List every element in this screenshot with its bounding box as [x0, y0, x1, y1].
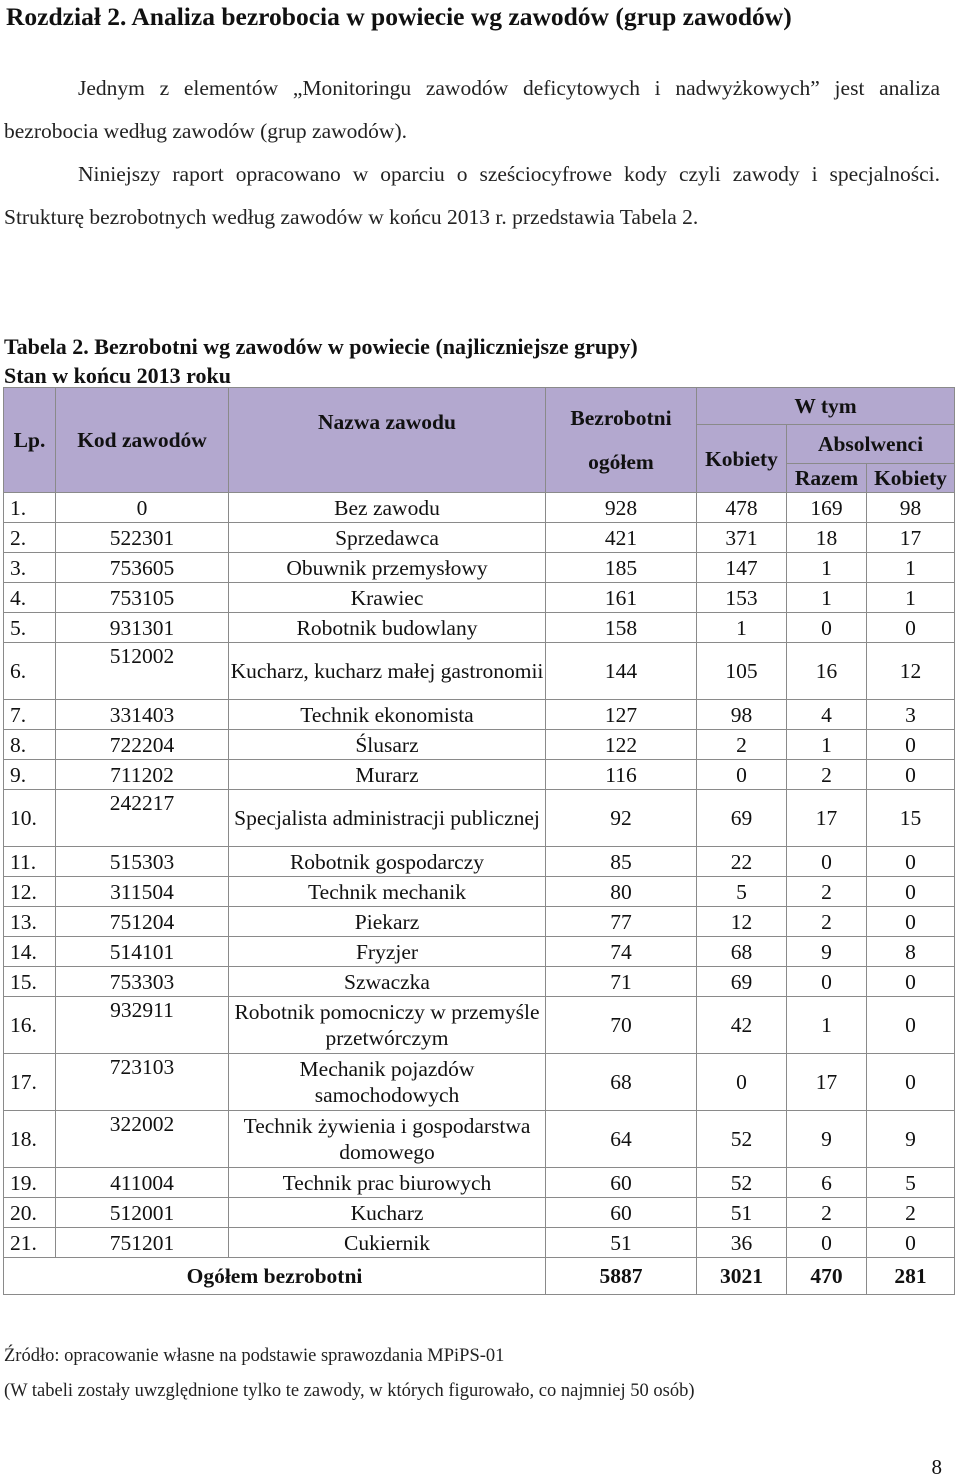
table-footnote: (W tabeli zostały uwzględnione tylko te zawody, w których figurowało, co najmniej 50 osób)	[4, 1381, 695, 1401]
cell-nazwa: Fryzjer	[229, 937, 546, 967]
total-abs-kobiety: 281	[867, 1258, 955, 1295]
total-label: Ogółem bezrobotni	[4, 1258, 546, 1295]
cell-kobiety: 0	[697, 760, 787, 790]
cell-razem: 2	[787, 907, 867, 937]
cell-kobiety: 69	[697, 967, 787, 997]
cell-lp: 10.	[4, 790, 56, 847]
cell-lp: 17.	[4, 1054, 56, 1111]
cell-razem: 0	[787, 847, 867, 877]
total-ogolem: 5887	[546, 1258, 697, 1295]
cell-abs-kobiety: 12	[867, 643, 955, 700]
cell-kod: 753105	[56, 583, 229, 613]
cell-lp: 8.	[4, 730, 56, 760]
cell-ogolem: 116	[546, 760, 697, 790]
cell-nazwa: Cukiernik	[229, 1228, 546, 1258]
cell-nazwa: Robotnik pomocniczy w przemyśle przetwórczym	[229, 997, 546, 1054]
cell-kobiety: 0	[697, 1054, 787, 1111]
cell-lp: 18.	[4, 1111, 56, 1168]
cell-lp: 2.	[4, 523, 56, 553]
cell-razem: 16	[787, 643, 867, 700]
cell-nazwa: Ślusarz	[229, 730, 546, 760]
cell-nazwa: Krawiec	[229, 583, 546, 613]
table-row	[4, 700, 955, 730]
cell-lp: 16.	[4, 997, 56, 1054]
table-row	[4, 553, 955, 583]
cell-razem: 9	[787, 937, 867, 967]
header-nazwa: Nazwa zawodu	[229, 388, 546, 493]
cell-lp: 3.	[4, 553, 56, 583]
cell-razem: 6	[787, 1168, 867, 1198]
cell-nazwa: Szwaczka	[229, 967, 546, 997]
cell-lp: 6.	[4, 643, 56, 700]
cell-kobiety: 147	[697, 553, 787, 583]
table-row	[4, 997, 955, 1054]
cell-nazwa: Robotnik budowlany	[229, 613, 546, 643]
cell-lp: 20.	[4, 1198, 56, 1228]
table-caption: Tabela 2. Bezrobotni wg zawodów w powiecie (najliczniejsze grupy)	[4, 334, 638, 359]
cell-kod: 512001	[56, 1198, 229, 1228]
cell-abs-kobiety: 98	[867, 493, 955, 523]
cell-lp: 19.	[4, 1168, 56, 1198]
cell-kobiety: 98	[697, 700, 787, 730]
header-absolwenci: Absolwenci	[787, 425, 955, 464]
cell-razem: 0	[787, 967, 867, 997]
cell-ogolem: 127	[546, 700, 697, 730]
cell-kobiety: 153	[697, 583, 787, 613]
cell-lp: 1.	[4, 493, 56, 523]
cell-razem: 2	[787, 877, 867, 907]
cell-abs-kobiety: 1	[867, 553, 955, 583]
cell-lp: 11.	[4, 847, 56, 877]
header-w-tym: W tym	[697, 388, 955, 425]
cell-ogolem: 71	[546, 967, 697, 997]
cell-ogolem: 421	[546, 523, 697, 553]
cell-ogolem: 85	[546, 847, 697, 877]
cell-razem: 0	[787, 1228, 867, 1258]
cell-razem: 9	[787, 1111, 867, 1168]
cell-kod: 753303	[56, 967, 229, 997]
header-razem: Razem	[787, 464, 867, 493]
table-row	[4, 643, 955, 700]
method-paragraph: Niniejszy raport opracowano w oparciu o sześciocyfrowe kody czyli zawody i specjalności. Strukturę bezrobotnych według zawodów w końcu 2013 r. przedstawia Tabela 2.	[4, 162, 940, 229]
table-row	[4, 937, 955, 967]
cell-ogolem: 77	[546, 907, 697, 937]
cell-nazwa: Murarz	[229, 760, 546, 790]
cell-lp: 12.	[4, 877, 56, 907]
header-bezrobotni-label: Bezrobotni	[570, 406, 672, 430]
header-bezrobotni	[546, 388, 697, 493]
cell-nazwa: Piekarz	[229, 907, 546, 937]
cell-ogolem: 70	[546, 997, 697, 1054]
cell-lp: 7.	[4, 700, 56, 730]
table-row	[4, 1168, 955, 1198]
cell-kobiety: 478	[697, 493, 787, 523]
table-row	[4, 1228, 955, 1258]
table-row	[4, 1198, 955, 1228]
cell-kobiety: 22	[697, 847, 787, 877]
cell-kod: 722204	[56, 730, 229, 760]
cell-ogolem: 122	[546, 730, 697, 760]
cell-ogolem: 92	[546, 790, 697, 847]
cell-nazwa: Technik żywienia i gospodarstwa domowego	[229, 1111, 546, 1168]
cell-razem: 0	[787, 613, 867, 643]
cell-nazwa: Kucharz	[229, 1198, 546, 1228]
cell-ogolem: 64	[546, 1111, 697, 1168]
cell-nazwa: Kucharz, kucharz małej gastronomii	[229, 643, 546, 700]
cell-nazwa: Robotnik gospodarczy	[229, 847, 546, 877]
cell-kobiety: 42	[697, 997, 787, 1054]
table-header	[4, 388, 955, 493]
cell-kod: 723103	[56, 1054, 229, 1111]
cell-kobiety: 5	[697, 877, 787, 907]
header-kod: Kod zawodów	[56, 388, 229, 493]
cell-ogolem: 80	[546, 877, 697, 907]
cell-razem: 1	[787, 583, 867, 613]
cell-kod: 331403	[56, 700, 229, 730]
cell-kod: 311504	[56, 877, 229, 907]
cell-nazwa: Specjalista administracji publicznej	[229, 790, 546, 847]
source-note: Źródło: opracowanie własne na podstawie sprawozdania MPiPS-01	[4, 1346, 505, 1366]
cell-abs-kobiety: 2	[867, 1198, 955, 1228]
cell-kod: 522301	[56, 523, 229, 553]
cell-nazwa: Technik prac biurowych	[229, 1168, 546, 1198]
cell-nazwa: Mechanik pojazdów samochodowych	[229, 1054, 546, 1111]
total-razem: 470	[787, 1258, 867, 1295]
cell-kod: 0	[56, 493, 229, 523]
table-row	[4, 967, 955, 997]
cell-kod: 931301	[56, 613, 229, 643]
cell-lp: 4.	[4, 583, 56, 613]
cell-razem: 17	[787, 1054, 867, 1111]
cell-abs-kobiety: 0	[867, 613, 955, 643]
cell-ogolem: 68	[546, 1054, 697, 1111]
table-row	[4, 1111, 955, 1168]
cell-ogolem: 158	[546, 613, 697, 643]
cell-abs-kobiety: 0	[867, 997, 955, 1054]
cell-abs-kobiety: 0	[867, 907, 955, 937]
cell-abs-kobiety: 8	[867, 937, 955, 967]
cell-kobiety: 68	[697, 937, 787, 967]
header-ogolem-label: ogółem	[588, 450, 654, 474]
cell-razem: 4	[787, 700, 867, 730]
cell-razem: 18	[787, 523, 867, 553]
cell-abs-kobiety: 0	[867, 967, 955, 997]
table-row	[4, 847, 955, 877]
cell-nazwa: Technik ekonomista	[229, 700, 546, 730]
intro-paragraph: Jednym z elementów „Monitoringu zawodów deficytowych i nadwyżkowych” jest analiza bezrobocia według zawodów (grup zawodów).	[4, 76, 940, 143]
cell-kobiety: 1	[697, 613, 787, 643]
unemployment-table	[3, 387, 955, 1295]
cell-nazwa: Obuwnik przemysłowy	[229, 553, 546, 583]
table-row	[4, 523, 955, 553]
cell-lp: 9.	[4, 760, 56, 790]
cell-lp: 5.	[4, 613, 56, 643]
table-row	[4, 790, 955, 847]
cell-kobiety: 36	[697, 1228, 787, 1258]
cell-abs-kobiety: 0	[867, 730, 955, 760]
cell-razem: 1	[787, 997, 867, 1054]
cell-kod: 514101	[56, 937, 229, 967]
cell-lp: 14.	[4, 937, 56, 967]
cell-ogolem: 60	[546, 1198, 697, 1228]
cell-kobiety: 51	[697, 1198, 787, 1228]
cell-abs-kobiety: 0	[867, 1054, 955, 1111]
table-row	[4, 1054, 955, 1111]
cell-abs-kobiety: 1	[867, 583, 955, 613]
cell-kod: 411004	[56, 1168, 229, 1198]
cell-razem: 17	[787, 790, 867, 847]
cell-ogolem: 51	[546, 1228, 697, 1258]
cell-ogolem: 60	[546, 1168, 697, 1198]
cell-razem: 1	[787, 730, 867, 760]
cell-kod: 751201	[56, 1228, 229, 1258]
cell-kod: 932911	[56, 997, 229, 1054]
cell-razem: 2	[787, 1198, 867, 1228]
table-subcaption: Stan w końcu 2013 roku	[4, 363, 231, 388]
cell-kod: 242217	[56, 790, 229, 847]
cell-abs-kobiety: 3	[867, 700, 955, 730]
cell-nazwa: Sprzedawca	[229, 523, 546, 553]
cell-ogolem: 185	[546, 553, 697, 583]
cell-abs-kobiety: 17	[867, 523, 955, 553]
cell-abs-kobiety: 15	[867, 790, 955, 847]
total-kobiety: 3021	[697, 1258, 787, 1295]
cell-nazwa: Bez zawodu	[229, 493, 546, 523]
cell-kod: 515303	[56, 847, 229, 877]
cell-abs-kobiety: 5	[867, 1168, 955, 1198]
cell-kobiety: 12	[697, 907, 787, 937]
cell-lp: 15.	[4, 967, 56, 997]
cell-kod: 753605	[56, 553, 229, 583]
cell-razem: 2	[787, 760, 867, 790]
cell-lp: 13.	[4, 907, 56, 937]
page-number: 8	[931, 1455, 942, 1479]
cell-abs-kobiety: 0	[867, 1228, 955, 1258]
cell-abs-kobiety: 0	[867, 760, 955, 790]
table-row	[4, 760, 955, 790]
cell-abs-kobiety: 9	[867, 1111, 955, 1168]
cell-razem: 1	[787, 553, 867, 583]
cell-kod: 322002	[56, 1111, 229, 1168]
cell-lp: 21.	[4, 1228, 56, 1258]
total-row	[4, 1258, 955, 1295]
cell-kobiety: 371	[697, 523, 787, 553]
cell-abs-kobiety: 0	[867, 847, 955, 877]
cell-kobiety: 52	[697, 1168, 787, 1198]
table-row	[4, 730, 955, 760]
cell-kod: 711202	[56, 760, 229, 790]
table-row	[4, 613, 955, 643]
header-kobiety: Kobiety	[697, 425, 787, 493]
cell-nazwa: Technik mechanik	[229, 877, 546, 907]
header-lp: Lp.	[4, 388, 56, 493]
table-row	[4, 907, 955, 937]
table-row	[4, 877, 955, 907]
cell-abs-kobiety: 0	[867, 877, 955, 907]
cell-ogolem: 74	[546, 937, 697, 967]
cell-kobiety: 2	[697, 730, 787, 760]
cell-kobiety: 52	[697, 1111, 787, 1168]
header-abs-kobiety: Kobiety	[867, 464, 955, 493]
table-row	[4, 583, 955, 613]
cell-kod: 512002	[56, 643, 229, 700]
cell-kobiety: 105	[697, 643, 787, 700]
cell-ogolem: 928	[546, 493, 697, 523]
table-body	[4, 493, 955, 1258]
cell-ogolem: 161	[546, 583, 697, 613]
table-row	[4, 493, 955, 523]
cell-razem: 169	[787, 493, 867, 523]
cell-kobiety: 69	[697, 790, 787, 847]
chapter-title: Rozdział 2. Analiza bezrobocia w powiecie wg zawodów (grup zawodów)	[6, 2, 792, 31]
cell-ogolem: 144	[546, 643, 697, 700]
cell-kod: 751204	[56, 907, 229, 937]
